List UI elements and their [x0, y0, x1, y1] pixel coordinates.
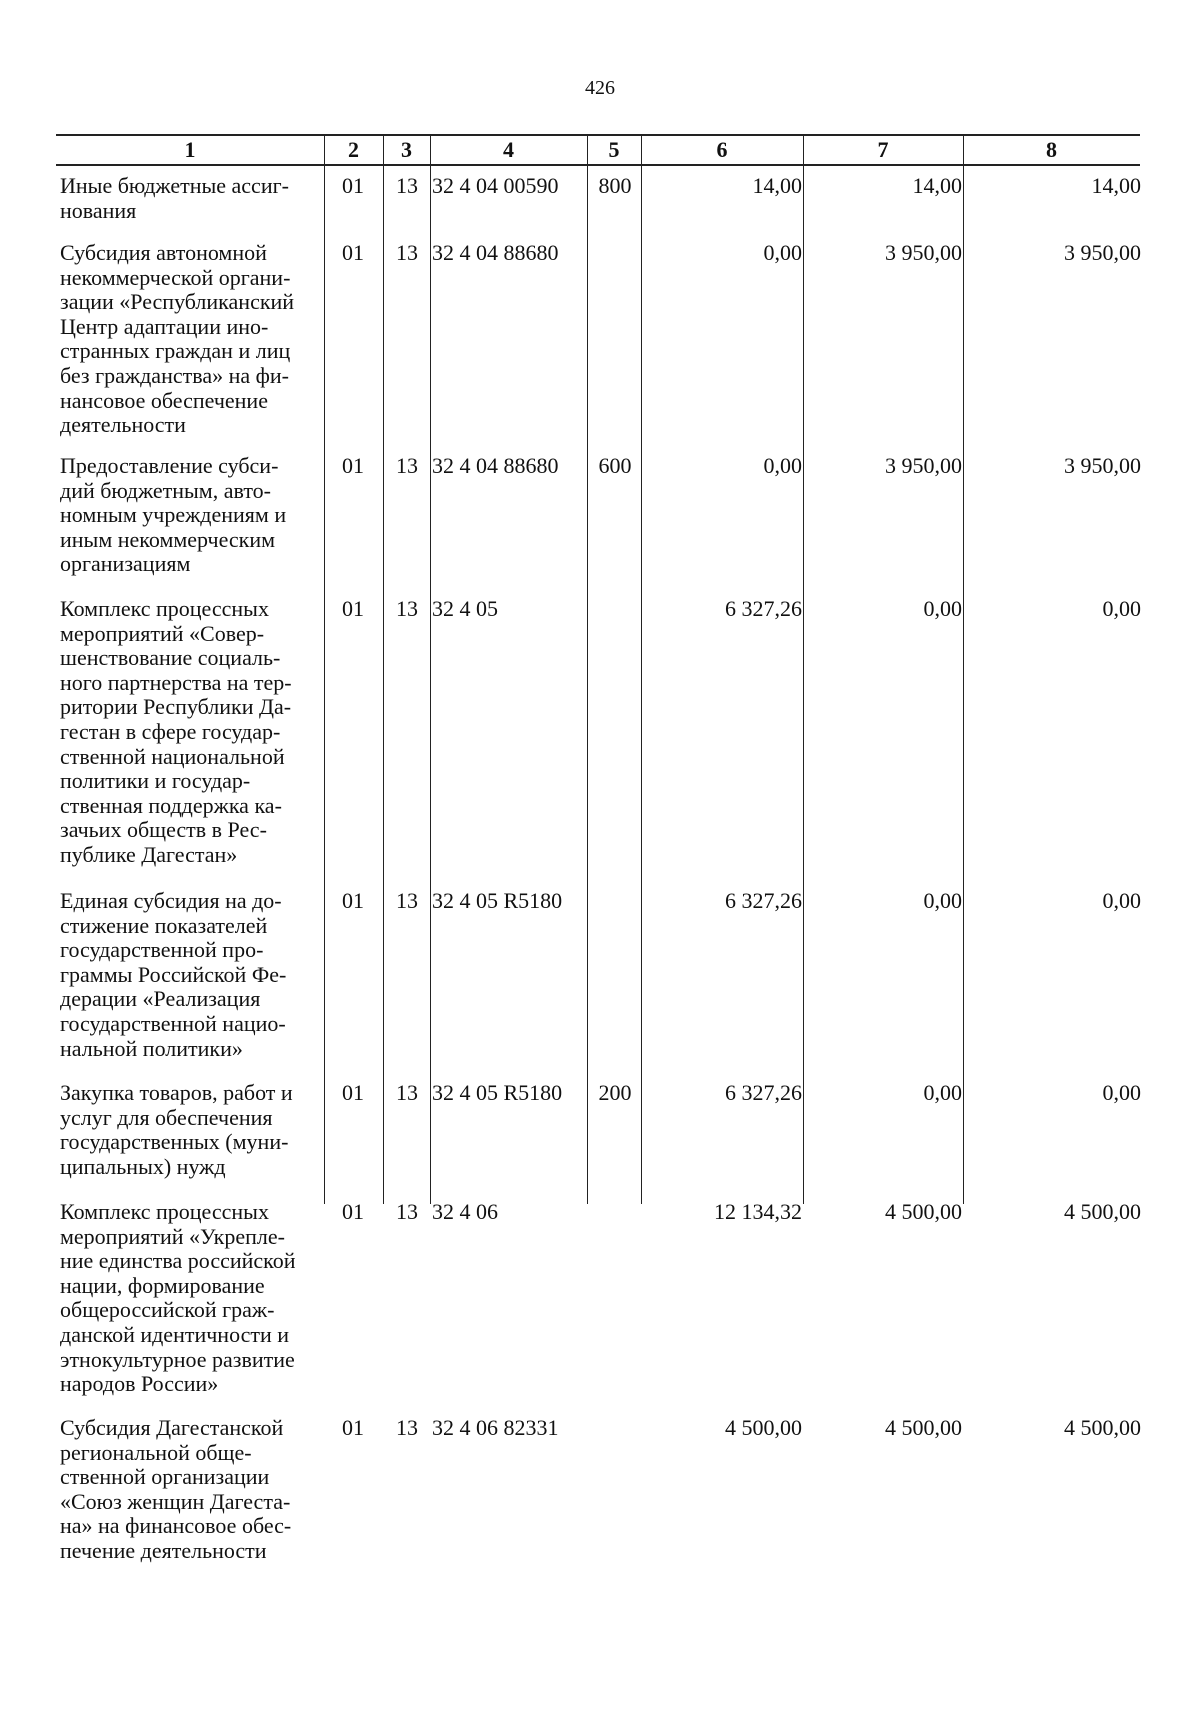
target-item-code: 32 4 04 88680: [432, 240, 559, 265]
row-name-line: «Союз женщин Дагеста-: [60, 1488, 291, 1514]
section-code: 01: [342, 240, 364, 265]
row-name: [60, 241, 322, 438]
column-header-2: 2: [348, 137, 359, 162]
target-item-code: 32 4 04 00590: [432, 173, 559, 198]
amount-col-8: 4 500,00: [1064, 1199, 1141, 1224]
subsection-code: 13: [396, 1080, 418, 1105]
row-name-line: деятельности: [60, 412, 186, 438]
amount-col-8: 0,00: [1102, 888, 1141, 913]
section-code: 01: [342, 1415, 364, 1440]
amount-col-7: 14,00: [912, 173, 962, 198]
row-name-line: ципальных) нужд: [60, 1153, 226, 1179]
row-name-line: нации, формирование: [60, 1272, 265, 1298]
row-name-line: нования: [60, 197, 137, 223]
expense-type-code: 600: [598, 453, 632, 478]
row-name-line: Предоставление субси-: [60, 453, 279, 478]
expense-type-code: 800: [598, 173, 632, 198]
row-name-line: шенствование социаль-: [60, 645, 281, 671]
row-name-line: дерации «Реализация: [60, 986, 261, 1012]
section-code: 01: [342, 1080, 364, 1105]
row-name-line: данской идентичности и: [60, 1321, 290, 1347]
row-name-line: зации «Республиканский: [60, 289, 295, 315]
row-name-line: Единая субсидия на до-: [60, 888, 282, 913]
amount-col-8: 3 950,00: [1064, 240, 1141, 265]
row-name-line: общероссийской граж-: [60, 1297, 275, 1323]
row-name-line: государственной про-: [60, 937, 264, 963]
section-code: 01: [342, 888, 364, 913]
row-name-line: организациям: [60, 551, 191, 577]
row-name-line: странных граждан и лиц: [60, 338, 291, 364]
row-name-line: зачьих обществ в Рес-: [60, 817, 267, 843]
column-header-3: 3: [401, 137, 412, 162]
amount-col-8: 0,00: [1102, 1080, 1141, 1105]
amount-col-8: 3 950,00: [1064, 453, 1141, 478]
section-code: 01: [342, 453, 364, 478]
subsection-code: 13: [396, 240, 418, 265]
target-item-code: 32 4 05 R5180: [432, 888, 563, 913]
row-name-line: печение деятельности: [60, 1537, 267, 1563]
row-name-line: Комплекс процессных: [60, 596, 269, 621]
row-name-line: мероприятий «Совер-: [60, 620, 265, 646]
row-name-line: ние единства российской: [60, 1248, 296, 1274]
target-item-code: 32 4 06: [432, 1199, 498, 1224]
amount-col-6: 6 327,26: [725, 888, 802, 913]
column-header-5: 5: [608, 137, 620, 162]
column-divider: [324, 134, 325, 1204]
subsection-code: 13: [396, 173, 418, 198]
row-name-line: без гражданства» на фи-: [60, 362, 289, 388]
row-name-line: ственная поддержка ка-: [60, 792, 282, 818]
column-header-8: 8: [1046, 137, 1057, 162]
column-header-7: 7: [877, 137, 889, 162]
row-name-line: граммы Российской Фе-: [60, 961, 287, 987]
header-bottom-rule: [56, 164, 1140, 166]
amount-col-8: 0,00: [1102, 596, 1141, 621]
row-name-line: Иные бюджетные ассиг-: [60, 173, 289, 198]
amount-col-6: 12 134,32: [714, 1199, 802, 1224]
column-divider: [430, 134, 431, 1204]
row-name-line: ритории Республики Да-: [60, 694, 292, 720]
row-name-line: гестан в сфере государ-: [60, 718, 281, 744]
row-name: [60, 889, 322, 1061]
target-item-code: 32 4 04 88680: [432, 453, 559, 478]
row-name-line: ственной организации: [60, 1464, 270, 1490]
section-code: 01: [342, 173, 364, 198]
row-name-line: этнокультурное развитие: [60, 1346, 295, 1372]
amount-col-6: 0,00: [763, 453, 802, 478]
expense-type-code: 200: [598, 1080, 632, 1105]
column-header-6: 6: [716, 137, 728, 162]
column-divider: [803, 134, 804, 1204]
target-item-code: 32 4 05 R5180: [432, 1080, 563, 1105]
subsection-code: 13: [396, 453, 418, 478]
row-name-line: региональной обще-: [60, 1439, 252, 1465]
page-number: 426: [585, 77, 615, 99]
amount-col-8: 4 500,00: [1064, 1415, 1141, 1440]
amount-col-6: 14,00: [752, 173, 802, 198]
row-name-line: нансовое обеспечение: [60, 387, 268, 413]
row-name-line: стижение показателей: [60, 912, 268, 938]
column-header-4: 4: [503, 137, 514, 162]
amount-col-6: 4 500,00: [725, 1415, 802, 1440]
row-name: [60, 1416, 322, 1564]
column-header-1: 1: [184, 137, 196, 162]
row-name-line: Центр адаптации ино-: [60, 313, 269, 339]
subsection-code: 13: [396, 888, 418, 913]
subsection-code: 13: [396, 1415, 418, 1440]
row-name-line: государственных (муни-: [60, 1129, 289, 1155]
subsection-code: 13: [396, 1199, 418, 1224]
amount-col-6: 0,00: [763, 240, 802, 265]
row-name-line: номным учреждениям и: [60, 502, 287, 528]
amount-col-7: 0,00: [923, 888, 962, 913]
amount-col-6: 6 327,26: [725, 596, 802, 621]
section-code: 01: [342, 1199, 364, 1224]
target-item-code: 32 4 06 82331: [432, 1415, 559, 1440]
row-name-line: на» на финансовое обес-: [60, 1513, 292, 1539]
row-name-line: публике Дагестан»: [60, 841, 238, 867]
row-name-line: политики и государ-: [60, 768, 251, 794]
row-name-line: иным некоммерческим: [60, 526, 276, 552]
row-name-line: государственной нацио-: [60, 1010, 286, 1036]
row-name-line: мероприятий «Укрепле-: [60, 1223, 285, 1249]
row-name-line: народов России»: [60, 1371, 219, 1397]
row-name: [60, 1081, 322, 1179]
amount-col-7: 4 500,00: [885, 1199, 962, 1224]
row-name: [60, 597, 322, 868]
row-name: [60, 454, 322, 577]
column-divider: [587, 134, 588, 1204]
row-name: [60, 174, 322, 223]
row-name-line: услуг для обеспечения: [60, 1104, 273, 1130]
row-name-line: Субсидия автономной: [60, 240, 267, 265]
row-name-line: Комплекс процессных: [60, 1199, 269, 1224]
column-divider: [383, 134, 384, 1204]
column-divider: [963, 134, 964, 1204]
amount-col-7: 3 950,00: [885, 240, 962, 265]
amount-col-7: 3 950,00: [885, 453, 962, 478]
amount-col-6: 6 327,26: [725, 1080, 802, 1105]
amount-col-8: 14,00: [1091, 173, 1141, 198]
column-divider: [641, 134, 642, 1204]
amount-col-7: 0,00: [923, 1080, 962, 1105]
row-name-line: Закупка товаров, работ и: [60, 1080, 293, 1105]
target-item-code: 32 4 05: [432, 596, 498, 621]
row-name-line: Субсидия Дагестанской: [60, 1415, 284, 1440]
section-code: 01: [342, 596, 364, 621]
amount-col-7: 0,00: [923, 596, 962, 621]
row-name-line: некоммерческой органи-: [60, 264, 291, 290]
subsection-code: 13: [396, 596, 418, 621]
row-name-line: ного партнерства на тер-: [60, 669, 292, 695]
row-name: [60, 1200, 322, 1397]
row-name-line: дий бюджетным, авто-: [60, 477, 271, 503]
row-name-line: нальной политики»: [60, 1035, 243, 1061]
row-name-line: ственной национальной: [60, 743, 285, 769]
amount-col-7: 4 500,00: [885, 1415, 962, 1440]
